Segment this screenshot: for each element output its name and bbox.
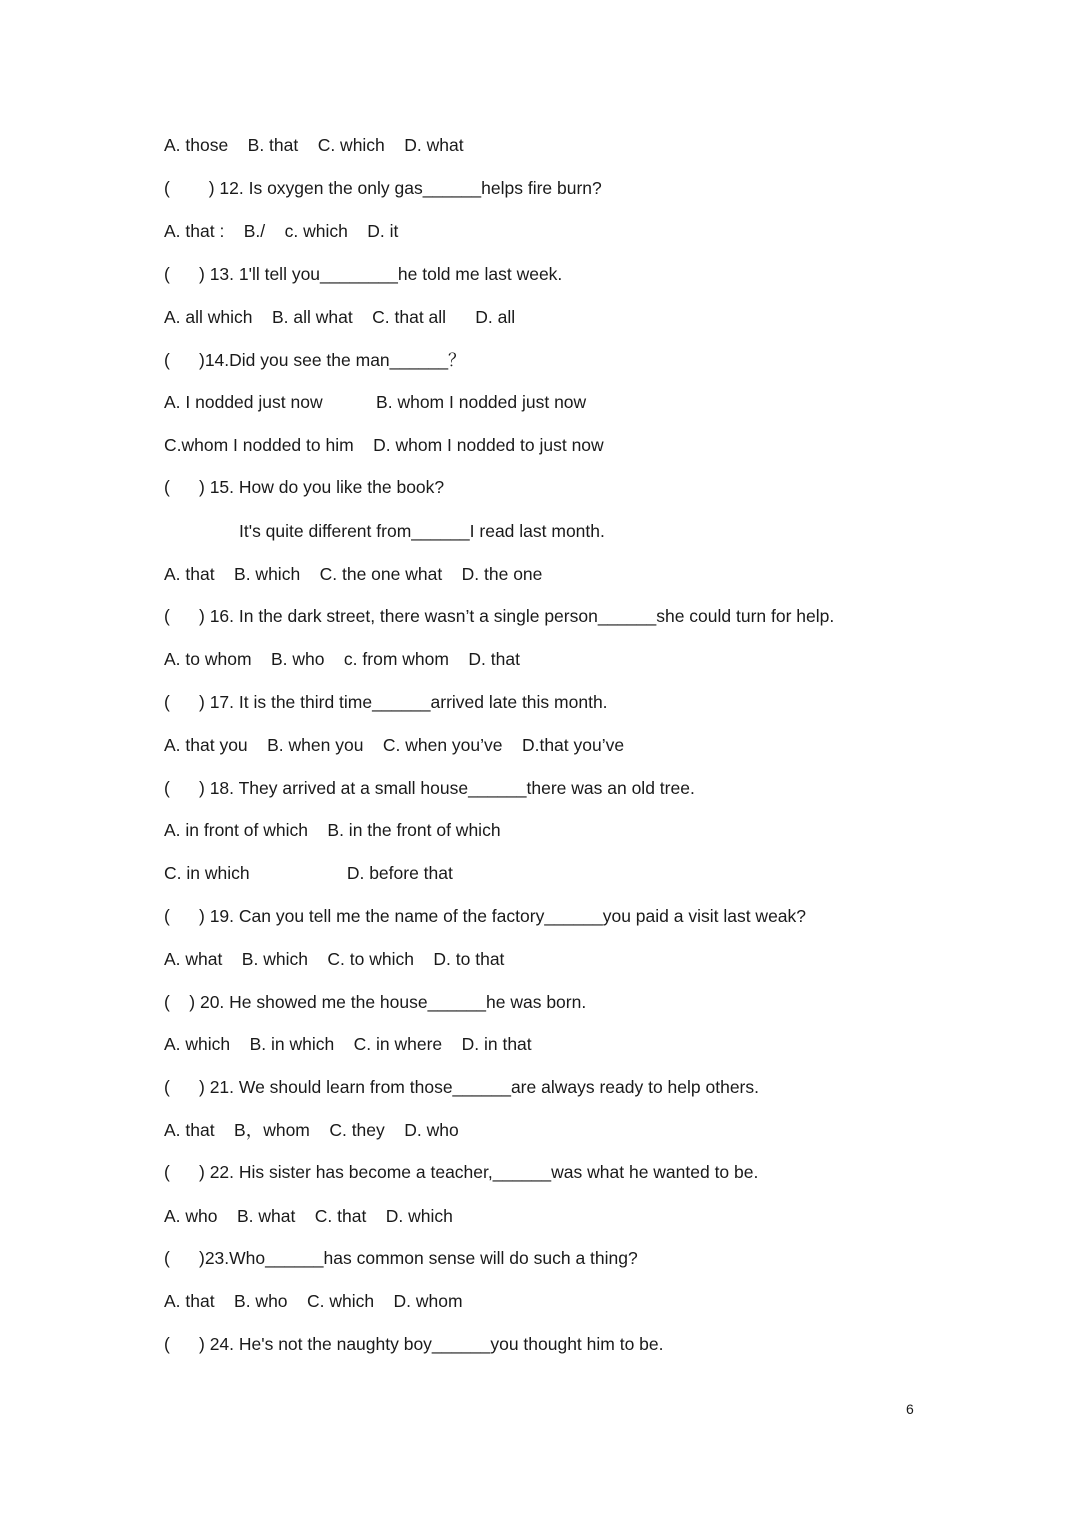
options-line-16: A. to whom B. who c. from whom D. that — [164, 649, 520, 669]
options-line-11: A. those B. that C. which D. what — [164, 135, 464, 155]
page-number: 6 — [906, 1401, 914, 1417]
question-13: ( ) 13. 1'll tell you________he told me last week. — [164, 264, 563, 284]
question-21: ( ) 21. We should learn from those______are always ready to help others. — [164, 1077, 759, 1097]
question-12: ( ) 12. Is oxygen the only gas______helps fire burn? — [164, 178, 602, 198]
options-line-20: A. which B. in which C. in where D. in that — [164, 1034, 532, 1054]
question-15: ( ) 15. How do you like the book? — [164, 477, 445, 497]
question-23: ( )23.Who______has common sense will do such a thing? — [164, 1248, 638, 1268]
options-line-12: A. that : B./ c. which D. it — [164, 221, 399, 241]
question-18: ( ) 18. They arrived at a small house______there was an old tree. — [164, 778, 695, 798]
options-line-19: A. what B. which C. to which D. to that — [164, 949, 505, 969]
question-24: ( ) 24. He's not the naughty boy______you thought him to be. — [164, 1334, 664, 1354]
question-15-response: It's quite different from______I read last month. — [239, 521, 605, 541]
question-19: ( ) 19. Can you tell me the name of the factory______you paid a visit last weak? — [164, 906, 807, 926]
options-line-15: A. that B. which C. the one what D. the one — [164, 564, 543, 584]
question-22: ( ) 22. His sister has become a teacher,______was what he wanted to be. — [164, 1162, 759, 1182]
options-line-14a: A. I nodded just now B. whom I nodded just now — [164, 392, 587, 412]
question-14: ( )14.Did you see the man______？ — [164, 350, 466, 370]
options-line-14b: C.whom I nodded to him D. whom I nodded to just now — [164, 435, 604, 455]
options-line-23: A. that B. who C. which D. whom — [164, 1291, 463, 1311]
options-line-22: A. who B. what C. that D. which — [164, 1206, 453, 1226]
question-17: ( ) 17. It is the third time______arrived late this month. — [164, 692, 608, 712]
question-16: ( ) 16. In the dark street, there wasn’t a single person______she could turn for help. — [164, 606, 835, 626]
options-line-21: A. that B，whom C. they D. who — [164, 1120, 459, 1140]
question-20: ( ) 20. He showed me the house______he was born. — [164, 992, 587, 1012]
options-line-17: A. that you B. when you C. when you’ve D.that you’ve — [164, 735, 625, 755]
options-line-13: A. all which B. all what C. that all D. all — [164, 307, 516, 327]
options-line-18a: A. in front of which B. in the front of which — [164, 820, 501, 840]
options-line-18b: C. in which D. before that — [164, 863, 453, 883]
